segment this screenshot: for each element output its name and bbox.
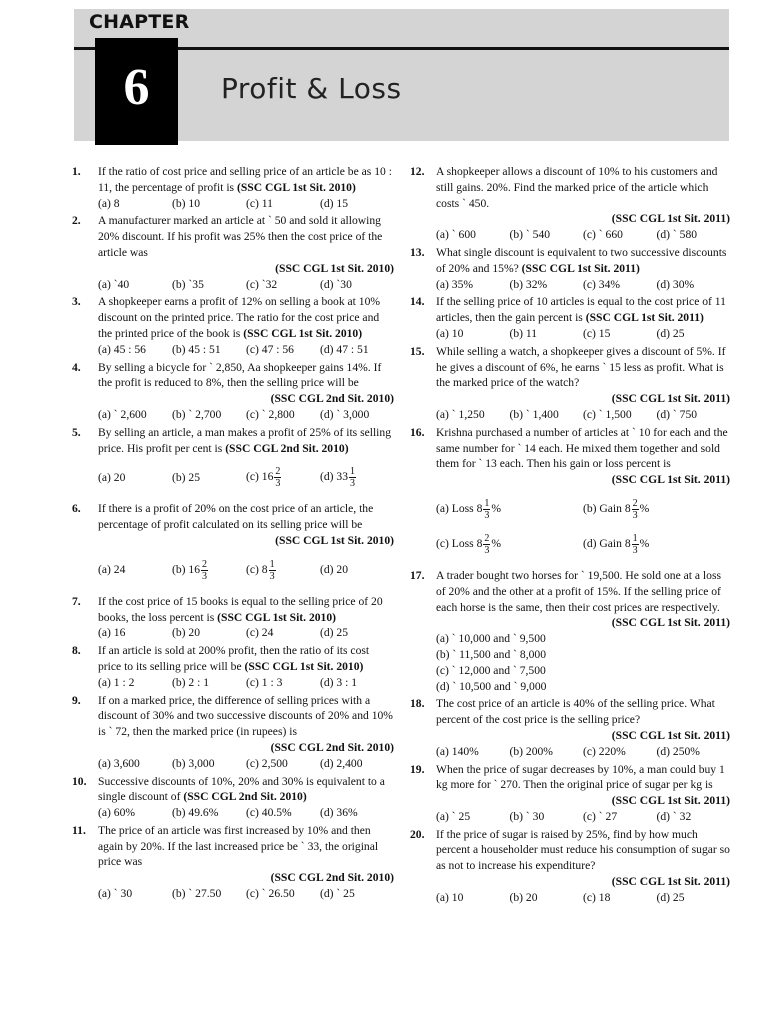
- question-6: [72, 501, 394, 591]
- question-source: (SSC CGL 1st Sit. 2011): [611, 728, 730, 742]
- question-9: [72, 693, 394, 772]
- option-a: (a) 20: [98, 470, 126, 484]
- option-b: (b) 49.6%: [172, 806, 219, 820]
- question-stem: The cost price of an article is 40% of the selling price. What percent of the cost price is the selling price?: [436, 697, 715, 727]
- option-a: (a) ` 30: [98, 887, 133, 901]
- question-source: (SSC CGL 1st Sit. 2010): [244, 659, 364, 673]
- option-b: (b) ` 30: [509, 809, 545, 823]
- question-source: (SSC CGL 1st Sit. 2011): [611, 875, 730, 889]
- question-stem: A shopkeeper earns a profit of 12% on selling a book at 10% discount on the printed price. The ratio for the cost price and the printed price of the book is: [98, 295, 381, 340]
- option-b: (b) 10: [172, 196, 201, 210]
- options: [436, 277, 730, 293]
- question-14: [410, 294, 730, 341]
- question-20: [410, 827, 730, 906]
- question-number: 3.: [72, 295, 81, 309]
- option-b: (b) ` 1,400: [509, 407, 559, 421]
- option-c: (c) 15: [583, 326, 611, 340]
- options: [436, 631, 730, 694]
- question-stem: By selling a bicycle for ` 2,850, Aa shopkeeper gains 14%. If the profit is reduced to 8%, then the selling price will be: [98, 360, 382, 390]
- option-a: (a) ` 10,000 and ` 9,500: [436, 632, 546, 646]
- option-d: (d) 2,400: [320, 756, 363, 770]
- option-c: (c) 2,500: [246, 756, 288, 770]
- options: [98, 196, 394, 212]
- option-d: (d) ` 25: [320, 887, 355, 901]
- option-b: (b) Gain 8 $\frac{2}{3}$ %: [583, 497, 650, 521]
- question-7: [72, 594, 394, 641]
- options: [436, 890, 730, 906]
- option-d: (d) 25: [656, 326, 685, 340]
- question-2: [72, 213, 394, 292]
- option-d: (d) 30%: [656, 277, 695, 291]
- question-number: 8.: [72, 644, 81, 658]
- option-b: (b) 16 $\frac{2}{3}$: [172, 558, 208, 582]
- option-c: (c) ` 26.50: [246, 887, 295, 901]
- option-d: (d) 25: [320, 626, 349, 640]
- question-stem: If the selling price of 10 articles is equal to the cost price of 11 articles, then the gain percent is: [436, 295, 726, 325]
- option-a: (a) 60%: [98, 806, 136, 820]
- question-17: [410, 568, 730, 694]
- option-c: (c) 40.5%: [246, 806, 292, 820]
- option-a: (a) 35%: [436, 277, 474, 291]
- option-b: (b) 20: [509, 890, 538, 904]
- question-source: (SSC CGL 1st Sit. 2011): [521, 261, 640, 275]
- question-8: [72, 643, 394, 690]
- option-d: (d) `30: [320, 277, 352, 291]
- question-source: (SSC CGL 2nd Sit. 2010): [270, 871, 394, 885]
- options: [98, 675, 394, 691]
- options: [98, 886, 394, 902]
- question-number: 20.: [410, 827, 425, 841]
- question-number: 15.: [410, 344, 425, 358]
- options: [98, 756, 394, 772]
- chapter-title: Profit & Loss: [221, 72, 402, 105]
- options: [436, 498, 730, 556]
- question-stem: By selling an article, a man makes a profit of 25% of its selling price. His profit per cent is: [98, 425, 391, 455]
- question-4: [72, 360, 394, 423]
- question-number: 14.: [410, 295, 425, 309]
- chapter-label: CHAPTER: [89, 11, 190, 33]
- question-stem: What single discount is equivalent to two successive discounts of 20% and 15%?: [436, 245, 727, 275]
- question-number: 17.: [410, 568, 425, 582]
- options: [98, 466, 394, 489]
- option-c: (c) ` 1,500: [583, 407, 632, 421]
- option-b: (b) 2 : 1: [172, 675, 210, 689]
- question-number: 7.: [72, 594, 81, 608]
- option-a: (a) 10: [436, 326, 464, 340]
- options: [436, 744, 730, 760]
- option-a: (a) 140%: [436, 744, 479, 758]
- question-stem: If there is a profit of 20% on the cost price of an article, the percentage of profit calculated on its selling price will be: [98, 502, 374, 532]
- option-a: (a) 16: [98, 626, 126, 640]
- option-a: (a) ` 1,250: [436, 407, 485, 421]
- option-c: (c) 47 : 56: [246, 342, 294, 356]
- option-d: (d) 47 : 51: [320, 342, 369, 356]
- option-a: (a) Loss 8 $\frac{1}{3}$ %: [436, 497, 502, 521]
- option-c: (c) 34%: [583, 277, 621, 291]
- option-b: (b) 45 : 51: [172, 342, 221, 356]
- option-c: (c) 24: [246, 626, 274, 640]
- options: [98, 277, 394, 293]
- left-column: [72, 164, 394, 904]
- question-stem: If the ratio of cost price and selling price of an article be as 10 : 11, the percentage of profit is: [98, 165, 392, 194]
- question-18: [410, 696, 730, 759]
- question-source: (SSC CGL 2nd Sit. 2010): [183, 790, 307, 804]
- option-d: (d) 36%: [320, 806, 358, 820]
- option-a: (a) 3,600: [98, 756, 140, 770]
- question-source: (SSC CGL 1st Sit. 2011): [585, 311, 704, 325]
- question-number: 13.: [410, 245, 425, 259]
- options: [98, 625, 394, 641]
- option-d: (d) 33 $\frac{1}{3}$: [320, 466, 356, 490]
- options: [98, 559, 394, 582]
- question-stem: When the price of sugar decreases by 10%, a man could buy 1 kg more for ` 270. Then the original price of sugar per kg is: [436, 762, 725, 792]
- question-number: 5.: [72, 425, 81, 439]
- question-number: 18.: [410, 697, 425, 711]
- option-a: (a) ` 600: [436, 228, 476, 242]
- question-3: [72, 294, 394, 357]
- option-d: (d) 20: [320, 563, 349, 577]
- question-19: [410, 762, 730, 825]
- question-number: 4.: [72, 360, 81, 374]
- options: [98, 805, 394, 821]
- question-source: (SSC CGL 1st Sit. 2011): [611, 392, 730, 406]
- option-d: (d) ` 580: [656, 228, 698, 242]
- option-b: (b) 11: [509, 326, 538, 340]
- question-number: 19.: [410, 762, 425, 776]
- question-source: (SSC CGL 1st Sit. 2010): [236, 180, 356, 194]
- question-stem: Krishna purchased a number of articles at ` 10 for each and the same number for ` 14 each. He mixed them together and sold them for ` 13 each. Then his gain or loss percent is: [436, 425, 728, 471]
- question-number: 10.: [72, 774, 87, 788]
- option-b: (b) ` 2,700: [172, 407, 222, 421]
- question-source: (SSC CGL 2nd Sit. 2010): [225, 441, 349, 455]
- option-c: (c) ` 660: [583, 228, 623, 242]
- option-d: (d) 3 : 1: [320, 675, 358, 689]
- option-a: (a) ` 2,600: [98, 407, 147, 421]
- question-source: (SSC CGL 1st Sit. 2010): [243, 326, 363, 340]
- question-number: 1.: [72, 165, 81, 178]
- option-b: (b) 20: [172, 626, 201, 640]
- question-stem: While selling a watch, a shopkeeper gives a discount of 5%. If he gives a discount of 6%, he earns ` 15 less as profit. What is the marked price of the watch?: [436, 344, 726, 390]
- option-a: (a) 10: [436, 890, 464, 904]
- options: [98, 342, 394, 358]
- options: [436, 809, 730, 825]
- question-16: [410, 425, 730, 566]
- option-b: (b) 200%: [509, 744, 553, 758]
- option-d: (d) 250%: [656, 744, 700, 758]
- question-number: 2.: [72, 214, 81, 228]
- option-a: (a) 24: [98, 563, 126, 577]
- option-c: (c) 8 $\frac{1}{3}$: [246, 558, 275, 582]
- question-source: (SSC CGL 1st Sit. 2011): [611, 794, 730, 808]
- question-15: [410, 344, 730, 423]
- option-c: (c) 18: [583, 890, 611, 904]
- question-10: [72, 774, 394, 821]
- options: [436, 326, 730, 342]
- question-source: (SSC CGL 2nd Sit. 2010): [270, 392, 394, 406]
- option-d: (d) 25: [656, 890, 685, 904]
- option-c: (c) 11: [246, 196, 273, 210]
- question-5: [72, 425, 394, 500]
- question-number: 6.: [72, 502, 81, 516]
- option-c: (c) ` 12,000 and ` 7,500: [436, 663, 546, 677]
- right-column: [410, 164, 730, 908]
- question-source: (SSC CGL 1st Sit. 2011): [611, 616, 730, 630]
- question-stem: If the price of sugar is raised by 25%, find by how much percent a householder must reduce his consumption of sugar so as not to increase his expenditure?: [436, 827, 730, 873]
- question-number: 16.: [410, 425, 425, 439]
- option-c: (c) 16 $\frac{2}{3}$: [246, 466, 281, 490]
- question-source: (SSC CGL 1st Sit. 2010): [217, 610, 337, 624]
- question-stem: A manufacturer marked an article at ` 50 and sold it allowing 20% discount. If his profit was 25% then the cost price of the article was: [98, 214, 383, 259]
- question-1: [72, 164, 394, 211]
- question-11: [72, 823, 394, 902]
- option-c: (c) 1 : 3: [246, 675, 283, 689]
- question-source: (SSC CGL 2nd Sit. 2010): [270, 740, 394, 754]
- question-number: 11.: [72, 823, 86, 837]
- question-source: (SSC CGL 1st Sit. 2010): [275, 261, 394, 275]
- question-13: [410, 245, 730, 292]
- option-d: (d) Gain 8 $\frac{1}{3}$ %: [583, 532, 650, 556]
- option-b: (b) ` 27.50: [172, 887, 222, 901]
- options: [436, 227, 730, 243]
- option-d: (d) ` 3,000: [320, 407, 370, 421]
- option-a: (a) 8: [98, 196, 120, 210]
- options: [436, 407, 730, 423]
- question-stem: If on a marked price, the difference of selling prices with a discount of 30% and two successive discounts of 20% and 10% is ` 72, then the marked price (in rupees) is: [98, 693, 393, 739]
- question-stem: A shopkeeper allows a discount of 10% to his customers and still gains. 20%. Find the marked price of the article which costs ` 450.: [436, 165, 718, 210]
- question-stem: The price of an article was first increased by 10% and then again by 20%. If the last increased price be ` 33, the original price was: [98, 823, 379, 869]
- question-12: [410, 164, 730, 243]
- question-number: 9.: [72, 693, 81, 707]
- option-c: (c) ` 27: [583, 809, 618, 823]
- option-d: (d) ` 10,500 and ` 9,000: [436, 679, 547, 693]
- question-number: 12.: [410, 165, 425, 178]
- option-b: (b) ` 11,500 and ` 8,000: [436, 647, 547, 661]
- option-b: (b) `35: [172, 277, 204, 291]
- question-stem: If the cost price of 15 books is equal to the selling price of 20 books, the loss percent is: [98, 594, 383, 624]
- question-source: (SSC CGL 1st Sit. 2011): [611, 212, 730, 226]
- option-a: (a) 1 : 2: [98, 675, 135, 689]
- option-a: (a) 45 : 56: [98, 342, 146, 356]
- option-c: (c) 220%: [583, 744, 626, 758]
- option-c: (c) `32: [246, 277, 278, 291]
- option-b: (b) 3,000: [172, 756, 215, 770]
- option-d: (d) ` 750: [656, 407, 698, 421]
- option-b: (b) 25: [172, 470, 201, 484]
- option-d: (d) ` 32: [656, 809, 692, 823]
- option-b: (b) 32%: [509, 277, 548, 291]
- question-stem: Successive discounts of 10%, 20% and 30% is equivalent to a single discount of: [98, 774, 385, 804]
- option-a: (a) `40: [98, 277, 130, 291]
- question-source: (SSC CGL 1st Sit. 2010): [275, 533, 394, 547]
- option-d: (d) 15: [320, 196, 349, 210]
- question-source: (SSC CGL 1st Sit. 2011): [611, 473, 730, 487]
- options: [98, 407, 394, 423]
- chapter-number: 6: [123, 59, 150, 116]
- option-c: (c) Loss 8 $\frac{2}{3}$ %: [436, 532, 502, 556]
- option-a: (a) ` 25: [436, 809, 471, 823]
- option-c: (c) ` 2,800: [246, 407, 295, 421]
- question-stem: If an article is sold at 200% profit, then the ratio of its cost price to its selling price will be: [98, 644, 370, 673]
- question-stem: A trader bought two horses for ` 19,500. He sold one at a loss of 20% and the other at a profit of 15%. If the selling price of each horse is the same, then their cost prices are respectively.: [436, 568, 721, 614]
- option-b: (b) ` 540: [509, 228, 551, 242]
